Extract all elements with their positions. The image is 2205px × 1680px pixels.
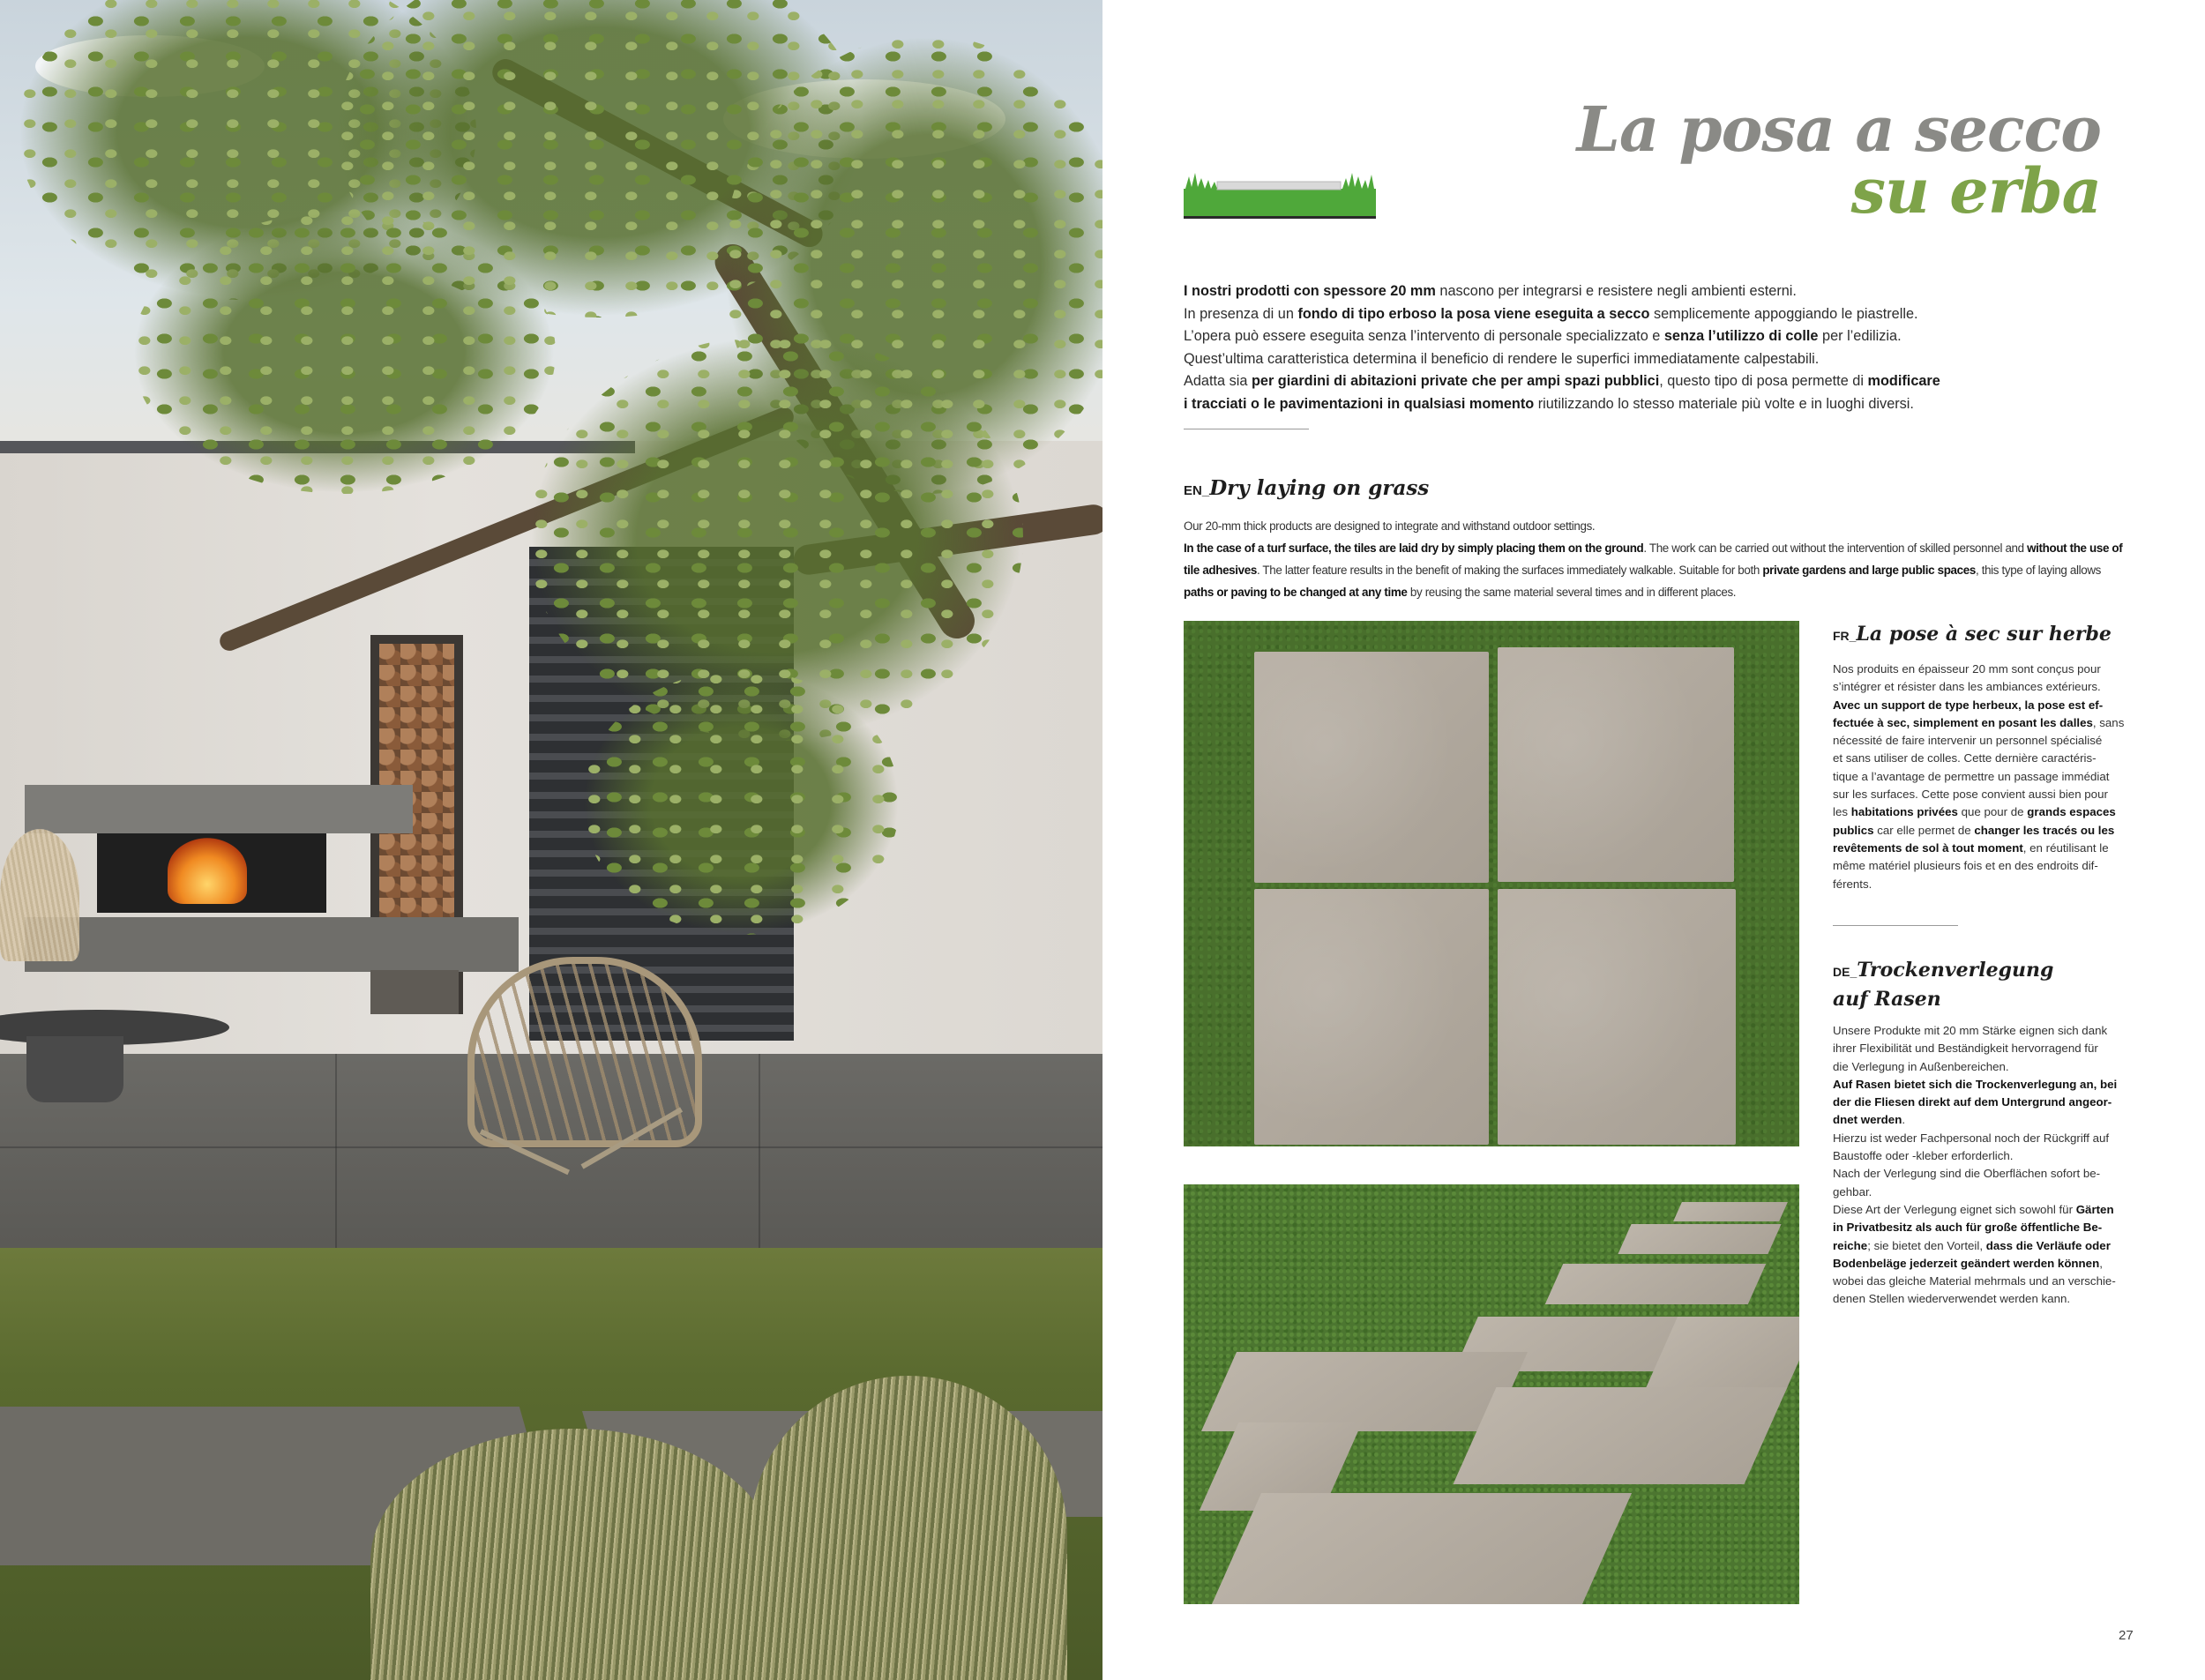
text-line: [1833, 1290, 2113, 1308]
body-text: ,: [2099, 1256, 2103, 1270]
bold-text: i tracciati o le pavimentazioni in qualsiasi momento: [1184, 395, 1535, 412]
text-line: [1833, 786, 2113, 803]
body-text: Nos produits en épaisseur 20 mm sont conçus pour: [1833, 662, 2101, 676]
text-line: [1833, 1076, 2118, 1094]
body-text: que pour de: [1957, 805, 2028, 819]
bold-text: private gardens and large public spaces: [1762, 564, 1976, 577]
text-line: [1833, 697, 2113, 714]
english-heading: [1184, 476, 1429, 500]
bold-text: per giardini di abitazioni private che per ampi spazi pubblici: [1251, 373, 1660, 389]
body-text: , this type of laying allows: [1975, 564, 2101, 577]
body-text: ihrer Flexibilität und Beständigkeit hervorragend für: [1833, 1042, 2098, 1056]
text-line: [1184, 370, 1977, 393]
german-code: DE_: [1833, 965, 1857, 979]
text-line: [1833, 1130, 2113, 1147]
title-line-2: su erba: [1850, 154, 2101, 228]
bold-text: Avec un support de type herbeux, la pose est ef-: [1833, 698, 2104, 712]
bold-text: fondo di tipo erboso la posa viene eseguita a secco: [1297, 305, 1650, 322]
tile: [1254, 652, 1489, 883]
bold-text: senza l’utilizzo di colle: [1663, 328, 1819, 344]
body-text: les: [1833, 805, 1851, 819]
german-heading-line-2: auf Rasen: [1833, 988, 1941, 1011]
text-line: [1833, 1237, 2113, 1255]
body-text: . The latter feature results in the benefit of making the surfaces immediately walkable. Suitable for both: [1256, 564, 1763, 577]
bold-text: modificare: [1867, 373, 1940, 389]
bold-text: In the case of a turf surface, the tiles are laid dry by simply placing them on the ground: [1184, 541, 1644, 555]
text-line: [1833, 1094, 2113, 1111]
text-line: [1833, 678, 2113, 696]
text-line: [1833, 1058, 2113, 1076]
english-heading-text: Dry laying on grass: [1209, 476, 1430, 500]
bold-text: der die Fliesen direkt auf dem Untergrund angeor-: [1833, 1095, 2112, 1109]
text-line: [1833, 1183, 2113, 1201]
bold-text: revêtements de sol à tout moment: [1833, 840, 2023, 855]
tile: [1498, 647, 1734, 882]
dry-laying-grass-icon: [1184, 168, 1376, 219]
text-line: [1833, 822, 2113, 840]
german-heading-line-1: Trockenverlegung: [1857, 959, 2054, 982]
body-text: et sans utiliser de colles. Cette dernière caractéris-: [1833, 751, 2097, 765]
body-text: nécessité de faire intervenir un personnel spécialisé: [1833, 734, 2103, 748]
body-text: Nach der Verlegung sind die Oberflächen sofort be-: [1833, 1167, 2101, 1181]
english-code: EN_: [1184, 483, 1210, 498]
text-line: [1833, 1219, 2113, 1236]
slab: [1618, 1224, 1781, 1254]
german-description: [1833, 1022, 2118, 1309]
body-text: Our 20-mm thick products are designed to integrate and withstand outdoor settings.: [1184, 519, 1596, 533]
garden-patio-photo: [0, 0, 1102, 1680]
bold-text: paths or paving to be changed at any time: [1184, 586, 1408, 599]
text-line: [1833, 1040, 2113, 1057]
slab: [1212, 1493, 1632, 1604]
body-text: s’intégrer et résister dans les ambiances extérieurs.: [1833, 680, 2101, 694]
bold-text: in Privatbesitz als auch für große öffentliche Be-: [1833, 1221, 2103, 1235]
bench-support: [370, 970, 459, 1014]
body-text: tique a l’avantage de permettre un passage immédiat: [1833, 769, 2110, 783]
fire-flames: [168, 838, 247, 904]
olive-foliage: [582, 670, 900, 935]
bold-text: grands espaces: [2027, 805, 2116, 819]
body-text: .: [1902, 1113, 1906, 1127]
body-text: . The work can be carried out without the intervention of skilled personnel and: [1643, 541, 2028, 555]
body-text: per l’edilizia.: [1818, 328, 1902, 344]
text-line: [1833, 1111, 2113, 1129]
text-line: [1184, 537, 2123, 559]
text-line: [1833, 1255, 2113, 1273]
text-line: [1833, 1201, 2113, 1219]
olive-foliage: [132, 212, 556, 494]
english-description: [1184, 515, 2123, 603]
body-text: Quest’ultima caratteristica determina il beneficio di rendere le superfici immediatamente calpestabili.: [1184, 350, 1820, 367]
text-line: [1833, 768, 2113, 786]
bold-text: Gärten: [2075, 1202, 2114, 1216]
bold-text: publics: [1833, 823, 1874, 837]
body-text: même matériel plusieurs fois et en des endroits dif-: [1833, 859, 2098, 873]
body-text: semplicemente appoggiando le piastrelle.: [1649, 305, 1918, 322]
body-text: car elle permet de: [1873, 823, 1975, 837]
text-line: [1833, 876, 2113, 893]
ornamental-grass: [750, 1376, 1067, 1680]
bold-text: dass die Verläufe oder: [1985, 1238, 2111, 1252]
body-text: by reusing the same material several times and in different places.: [1407, 586, 1737, 599]
text-line: [1833, 750, 2113, 767]
body-text: gehbar.: [1833, 1184, 1872, 1198]
slab: [1673, 1202, 1788, 1221]
text-line: [1184, 303, 1977, 326]
bold-text: reiche: [1833, 1238, 1868, 1252]
german-heading: [1833, 957, 2053, 1013]
french-heading: [1833, 623, 2112, 646]
body-text: ; sie bietet den Vorteil,: [1867, 1238, 1986, 1252]
tile-joint: [335, 1054, 337, 1248]
body-text: Unsere Produkte mit 20 mm Stärke eignen sich dank: [1833, 1024, 2108, 1037]
text-line: [1833, 803, 2116, 821]
bold-text: Auf Rasen bietet sich die Trockenverlegung an, bei: [1833, 1077, 2118, 1091]
text-line: [1184, 581, 2119, 603]
bold-text: fectuée à sec, simplement en posant les dalles: [1833, 715, 2093, 729]
page-title: [1576, 93, 2101, 228]
text-line: [1184, 348, 1977, 371]
body-text: In presenza di un: [1184, 305, 1298, 322]
french-code: FR_: [1833, 629, 1857, 643]
body-text: Hierzu ist weder Fachpersonal noch der Rückgriff auf: [1833, 1131, 2110, 1145]
slab: [1201, 1352, 1528, 1431]
bold-text: dnet werden: [1833, 1113, 1902, 1127]
table-base: [26, 1036, 123, 1102]
body-text: die Verlegung in Außenbereichen.: [1833, 1059, 2009, 1073]
text-line: [1184, 559, 2119, 581]
body-text: sur les surfaces. Cette pose convient aussi bien pour: [1833, 788, 2108, 802]
text-line: [1833, 840, 2113, 857]
body-text: nascono per integrarsi e resistere negli ambienti esterni.: [1435, 283, 1797, 299]
text-line: [1184, 393, 1977, 416]
pampas-grass: [0, 829, 79, 961]
text-line: [1833, 857, 2113, 875]
tile: [1254, 889, 1489, 1145]
stepping-stone-path-photo: [1184, 1184, 1799, 1604]
tile-joint: [759, 1054, 760, 1248]
title-line-1: La posa a secco: [1576, 93, 2101, 166]
body-text: L’opera può essere eseguita senza l’intervento di personale specializzato e: [1184, 328, 1664, 344]
body-text: riutilizzando lo stesso materiale più volte e in luoghi diversi.: [1534, 395, 1914, 412]
text-line: [1184, 280, 1977, 303]
body-text: Adatta sia: [1184, 373, 1252, 389]
italian-description: [1184, 280, 1977, 415]
text-line: [1184, 515, 2119, 537]
text-line: [1184, 325, 1977, 348]
body-text: , questo tipo di posa permette di: [1659, 373, 1868, 389]
slab: [1454, 1387, 1788, 1484]
text-line: [1833, 1022, 2113, 1040]
divider: [1833, 925, 1958, 926]
bold-text: tile adhesives: [1184, 564, 1257, 577]
french-heading-text: La pose à sec sur herbe: [1856, 623, 2112, 646]
page-number: 27: [2119, 1628, 2134, 1643]
bold-text: habitations privées: [1850, 805, 1958, 819]
text-line: [1833, 732, 2113, 750]
text-line: [1833, 1273, 2116, 1290]
bold-text: changer les tracés ou les: [1974, 823, 2115, 837]
text-line: [1833, 714, 2125, 732]
tile: [1498, 889, 1736, 1145]
body-text: wobei das gleiche Material mehrmals und an verschie-: [1833, 1274, 2116, 1288]
slab: [1545, 1264, 1766, 1304]
ornamental-grass: [370, 1429, 776, 1680]
stone-bench: [25, 917, 519, 972]
text-line: [1833, 1165, 2113, 1183]
body-text: denen Stellen wiederverwendet werden kann.: [1833, 1292, 2071, 1306]
bold-text: Bodenbeläge jederzeit geändert werden können: [1833, 1256, 2100, 1270]
body-text: Baustoffe oder -kleber erforderlich.: [1833, 1149, 2014, 1163]
body-text: , en réutilisant le: [2022, 840, 2109, 855]
text-line: [1833, 1147, 2113, 1165]
tiles-on-grass-photo: [1184, 621, 1799, 1146]
bold-text: without the use of: [2027, 541, 2123, 555]
body-text: Diese Art der Verlegung eignet sich sowohl für: [1833, 1202, 2076, 1216]
text-line: [1833, 661, 2113, 678]
body-text: , sans: [2092, 715, 2125, 729]
stone-fireplace-top: [25, 785, 413, 833]
body-text: férents.: [1833, 877, 1872, 891]
bold-text: I nostri prodotti con spessore 20 mm: [1184, 283, 1436, 299]
french-description: [1833, 661, 2125, 893]
